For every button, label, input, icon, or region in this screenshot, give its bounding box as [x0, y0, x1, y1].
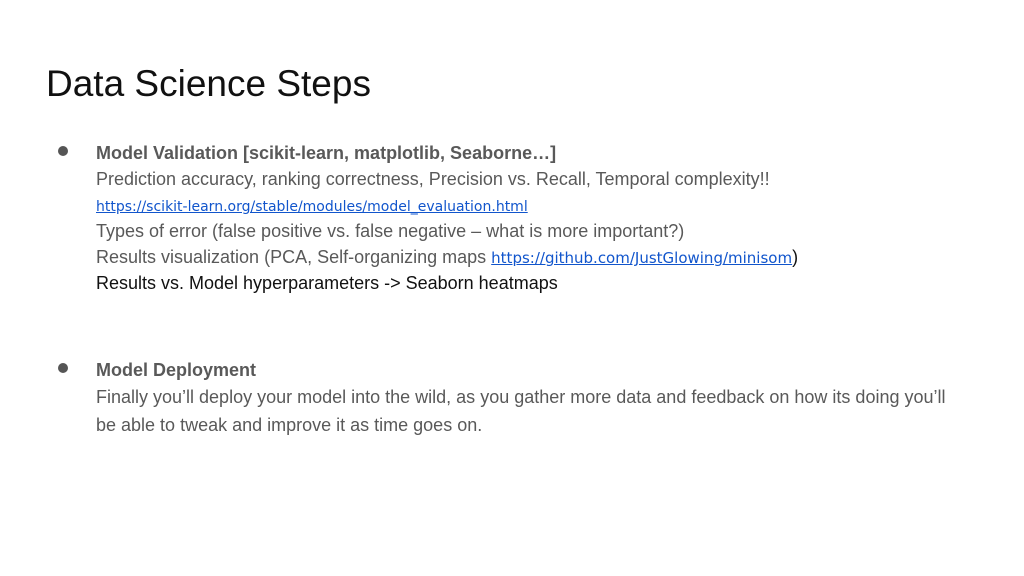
visualization-line	[96, 244, 956, 270]
bullet-dot	[58, 146, 68, 156]
visualization-text: Results visualization (PCA, Self-organizing maps	[96, 247, 492, 267]
error-types-text: Types of error (false positive vs. false negative – what is more important?)	[96, 221, 685, 241]
minisom-link[interactable]: https://github.com/JustGlowing/minisom	[491, 249, 793, 267]
hyperparameters-text: Results vs. Model hyperparameters -> Seaborn heatmaps	[96, 273, 558, 293]
deployment-text: Finally you’ll deploy your model into the wild, as you gather more data and feedback on how its doing you’ll be able to tweak and improve it as time goes on.	[96, 387, 946, 435]
bullet-heading: Model Validation [scikit-learn, matplotlib, Seaborne…]	[96, 143, 557, 163]
metrics-text: Prediction accuracy, ranking correctness, Precision vs. Recall, Temporal complexity!!	[96, 169, 770, 189]
sklearn-evaluation-link[interactable]: https://scikit-learn.org/stable/modules/model_evaluation.html	[96, 199, 528, 215]
visualization-close-paren: )	[792, 247, 799, 267]
bullet-content	[96, 140, 956, 296]
slide-title: Data Science Steps	[46, 63, 371, 104]
bullet-content	[96, 357, 956, 439]
bullet-dot	[58, 363, 68, 373]
bullet-heading: Model Deployment	[96, 360, 257, 380]
